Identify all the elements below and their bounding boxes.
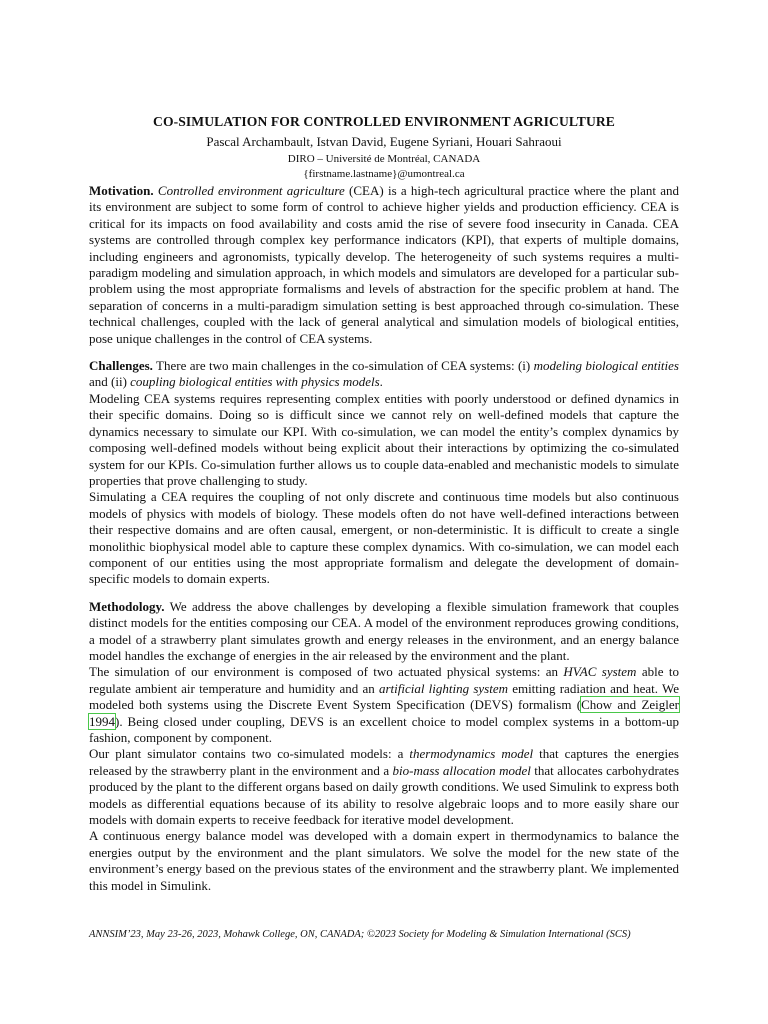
challenges-paragraph [89, 358, 679, 391]
thermo-term: thermodynamics model [409, 746, 534, 762]
methodology-p2-text-c: emitting radiation and heat. We modeled both systems using the Discrete Event System Specification (DEVS) formalism ( [89, 680, 679, 713]
challenges-term-1: modeling biological entities [533, 358, 679, 374]
author-list: Pascal Archambault, Istvan David, Eugene Syriani, Houari Sahraoui [206, 134, 562, 149]
lighting-term: artificial lighting system [378, 680, 508, 696]
paper-page [89, 114, 679, 894]
challenges-text-3: . [379, 374, 383, 390]
hvac-term: HVAC system [563, 664, 637, 680]
motivation-text: (CEA) is a high-tech agricultural practice where the plant and its environment are subject to some form of control to achieve higher yields and production efficiency. CEA is critical for its impacts on food availability and costs amid the rise of severe food insecurity in Canada. CEA systems are controlled through complex key performance indicators (KPI), that experts of multiple domains, including engineers and agronomists, typically develop. The heterogeneity of such systems requires a multi-paradigm modeling and simulation approach, in which models and simulators are developed for a particular sub-problem using the most appropriate formalisms and levels of abstraction for the specific problem at hand. The separation of concerns in a multi-paradigm simulation setting is best approached through co-simulation. These technical challenges, coupled with the lack of general analytical and simulation models of biological entities, pose unique challenges in the control of CEA systems. [89, 183, 679, 346]
challenges-text-1: There are two main challenges in the co-simulation of CEA systems: (i) [152, 358, 534, 374]
methodology-paragraph-3 [89, 746, 679, 828]
author-email: {firstname.lastname}@umontreal.ca [303, 168, 465, 180]
methodology-text-1: We address the above challenges by developing a flexible simulation framework that couples distinct models for the entities composing our CEA. A model of the environment reproduces growing conditions, a model of a strawberry plant simulates growth and energy releases in the environment, and an energy balance model handles the exchange of energies in the air released by the environment and the plant. [89, 598, 679, 663]
methodology-p3-text-c: that allocates carbohydrates produced by the plant to the different organs based on daily growth conditions. We used Simulink to express both models as differential equations because of its ability to resolve algebraic loops and to more easily share our models with domain experts to receive feedback for iterative model development. [89, 762, 679, 828]
conference-footer: ANNSIM’23, May 23-26, 2023, Mohawk College, ON, CANADA; ©2023 Society for Modeling & Simulation International (SCS) [89, 929, 631, 940]
methodology-p2-text-b: able to regulate ambient air temperature and humidity and an [89, 664, 679, 696]
methodology-p2-text-d: ). Being closed under coupling, DEVS is an excellent choice to model complex systems in a bottom-up fashion, component by component. [89, 713, 679, 745]
biomass-term: bio-mass allocation model [392, 762, 531, 778]
challenges-term-2: coupling biological entities with physics models [130, 374, 380, 390]
methodology-paragraph-4: A continuous energy balance model was developed with a domain expert in thermodynamics to balance the energies output by the environment and the plant simulators. We solve the model for the new state of the environment’s energy based on the previous states of the environment and the strawberry plant. We implemented this model in Simulink. [89, 828, 679, 893]
motivation-term: Controlled environment agriculture [157, 183, 345, 198]
citation-link[interactable]: Chow and Zeigler 1994 [89, 697, 679, 729]
methodology-p3-text-b: that captures the energies released by the strawberry plant in the environment and a [89, 746, 679, 778]
methodology-heading: Methodology. [89, 598, 165, 614]
affiliation: DIRO – Université de Montréal, CANADA [287, 153, 481, 165]
methodology-p3-text-a: Our plant simulator contains two co-simulated models: a [89, 746, 410, 762]
challenges-paragraph-3: Simulating a CEA requires the coupling of not only discrete and continuous time models but also continuous models of physics with models of biology. These models often do not have well-defined interactions between their respective domains and are often causal, emergent, or non-deterministic. It is difficult to create a single monolithic biophysical model able to capture these complex dynamics. With co-simulation, we can model each component of our entities using the most appropriate formalism and delegate the development of domain-specific models to domain experts. [89, 489, 679, 587]
methodology-p2-text-a: The simulation of our environment is composed of two actuated physical systems: an [89, 664, 564, 680]
methodology-paragraph-2 [89, 664, 679, 746]
motivation-paragraph [89, 183, 679, 347]
motivation-heading: Motivation. [89, 183, 154, 198]
paper-title: CO-SIMULATION FOR CONTROLLED ENVIRONMENT AGRICULTURE [153, 114, 615, 129]
challenges-text-2: and (ii) [89, 374, 131, 390]
challenges-heading: Challenges. [89, 358, 153, 374]
methodology-paragraph [89, 599, 679, 665]
challenges-paragraph-2: Modeling CEA systems requires representing complex entities with poorly understood or defined dynamics in their specific domains. Doing so is difficult since we cannot rely on well-defined models that capture the dynamics necessary to simulate our KPI. With co-simulation, we can model the entity’s complex dynamics by composing well-defined models without being explicit about their interactions by optimizing the co-simulated system for our KPIs. Co-simulation further allows us to couple data-enabled and mechanistic models to simulate properties that prove challenging to study. [89, 390, 679, 488]
